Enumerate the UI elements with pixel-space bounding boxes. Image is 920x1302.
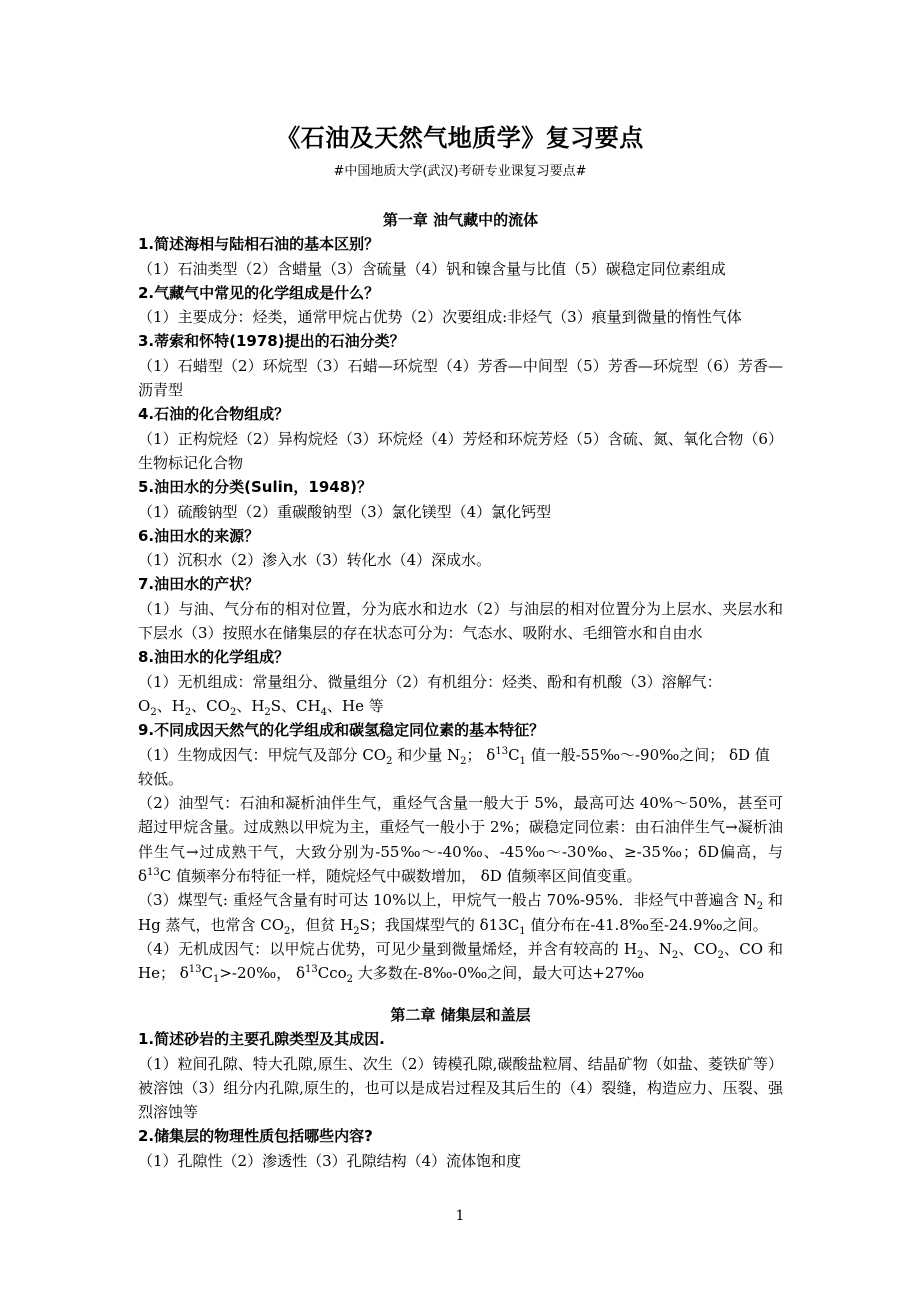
- question-1-6: 6.油田水的来源？: [138, 526, 260, 545]
- answer-1-7: （1）与油、气分布的相对位置，分为底水和边水（2）与油层的相对位置分为上层水、夹层水和下层水（3）按照水在储集层的存在状态可分为：气态水、吸附水、毛细管水和自由水: [138, 599, 783, 643]
- question-1-3: 3.蒂索和怀特(1978)提出的石油分类？: [138, 332, 405, 351]
- answer-1-9-2: （2）油型气：石油和凝析油伴生气，重烃气含量一般大于 5%，最高可达 40%～50%，甚至可超过甲烷含量。过成熟以甲烷为主，重烃气一般小于 2%；碳稳定同位素：由石油伴生气→凝析油伴生气→过成熟干气，大致分别为-55‰～-40‰、-45‰～-30‰、≥-35‰；δD偏高，与 $\delta^{13}C$ 值频率分布特征一样，随烷烃气中碳数增加， δD 值频率区间值变重。: [138, 794, 783, 886]
- page-number: 1: [455, 1208, 465, 1224]
- chapter-1: [138, 208, 783, 986]
- answer-1-6: （1）沉积水（2）渗入水（3）转化水（4）深成水。: [138, 551, 492, 570]
- question-2-2: 2.储集层的物理性质包括哪些内容?: [138, 1127, 373, 1146]
- chapter-1-heading: 第一章 油气藏中的流体: [382, 211, 539, 229]
- chapter-2-heading: 第二章 储集层和盖层: [390, 1006, 531, 1024]
- answer-1-9-1: （1）生物成因气：甲烷气及部分 $CO_2$ 和少量 $N_2$； $\delta^{13}C_1$ 值一般-55‰～-90‰之间； δD 值 较低。: [138, 745, 770, 788]
- question-1-8: 8.油田水的化学组成？: [138, 648, 290, 667]
- answer-1-2: （1）主要成分：烃类，通常甲烷占优势（2）次要组成:非烃气（3）痕量到微量的惰性气体: [138, 308, 742, 327]
- answer-1-1: （1）石油类型（2）含蜡量（3）含硫量（4）钒和镍含量与比值（5）碳稳定同位素组成: [138, 259, 726, 278]
- answer-1-8-line-2: $O_2$、$H_2$、$CO_2$、$H_2S$、$CH_4$、He 等: [138, 696, 384, 718]
- question-1-9: 9.不同成因天然气的化学组成和碳氢稳定同位素的基本特征？: [138, 721, 545, 740]
- question-1-2: 2.气藏气中常见的化学组成是什么？: [138, 283, 380, 302]
- answer-1-9-4: （4）无机成因气：以甲烷占优势，可见少量到微量烯烃，并含有较高的 $H_2$、$N_2$、$CO_2$、CO 和 He； $\delta^{13}C_1>-20‰$， $\delta^{13}Cco_2$ 大多数在-8‰-0‰之间，最大可达+27‰: [138, 939, 783, 986]
- answer-1-9-3: （3）煤型气: 重烃气含量有时可达 10%以上，甲烷气一般占 70%-95%．非烃气中普遍含 $N_2$ 和 Hg 蒸气，也常含 $CO_2$，但贫 $H_2S$；我国煤型气的 $\delta 13C_1$ 值分布在-41.8‰至-24.9‰之间。: [138, 891, 783, 937]
- answer-2-1: （1）粒间孔隙、特大孔隙,原生、次生（2）铸模孔隙,碳酸盐粒屑、结晶矿物（如盐、菱铁矿等）被溶蚀（3）组分内孔隙,原生的，也可以是成岩过程及其后生的（4）裂缝，构造应力、压裂、强烈溶蚀等: [138, 1054, 783, 1122]
- question-1-7: 7.油田水的产状？: [138, 575, 260, 594]
- chapter-2: [138, 1003, 783, 1173]
- question-1-1: 1.简述海相与陆相石油的基本区别？: [138, 235, 380, 254]
- answer-1-9-1-note: 较低。: [138, 769, 184, 788]
- question-1-4: 4.石油的化合物组成？: [138, 405, 290, 424]
- document-title: 《石油及天然气地质学》复习要点: [276, 123, 644, 152]
- answer-1-3: （1）石蜡型（2）环烷型（3）石蜡—环烷型（4）芳香—中间型（5）芳香—环烷型（6）芳香—沥青型: [138, 356, 783, 400]
- document-subtitle: #中国地质大学(武汉)考研专业课复习要点#: [333, 164, 587, 179]
- answer-1-9-2-text: （2）油型气：石油和凝析油伴生气，重烃气含量一般大于 5%，最高可达 40%～50%，甚至可超过甲烷含量。过成熟以甲烷为主，重烃气一般小于 2%；碳稳定同位素：由石油伴生气→凝析油伴生气→过成熟干气，大致分别为-55‰～-40‰、-45‰～-30‰、≥-35‰；δD: [138, 794, 783, 861]
- question-1-5: 5.油田水的分类(Sulin，1948)？: [138, 478, 373, 497]
- answer-1-8-line-1: （1）无机组成：常量组分、微量组分（2）有机组分：烃类、酚和有机酸（3）溶解气：: [138, 672, 722, 691]
- answer-1-4: （1）正构烷烃（2）异构烷烃（3）环烷烃（4）芳烃和环烷芳烃（5）含硫、氮、氧化合物（6）生物标记化合物: [138, 429, 783, 472]
- answer-2-2: （1）孔隙性（2）渗透性（3）孔隙结构（4）流体饱和度: [138, 1151, 522, 1170]
- answer-1-5: （1）硫酸钠型（2）重碳酸钠型（3）氯化镁型（4）氯化钙型: [138, 502, 552, 521]
- question-2-1: 1.简述砂岩的主要孔隙类型及其成因.: [138, 1030, 385, 1049]
